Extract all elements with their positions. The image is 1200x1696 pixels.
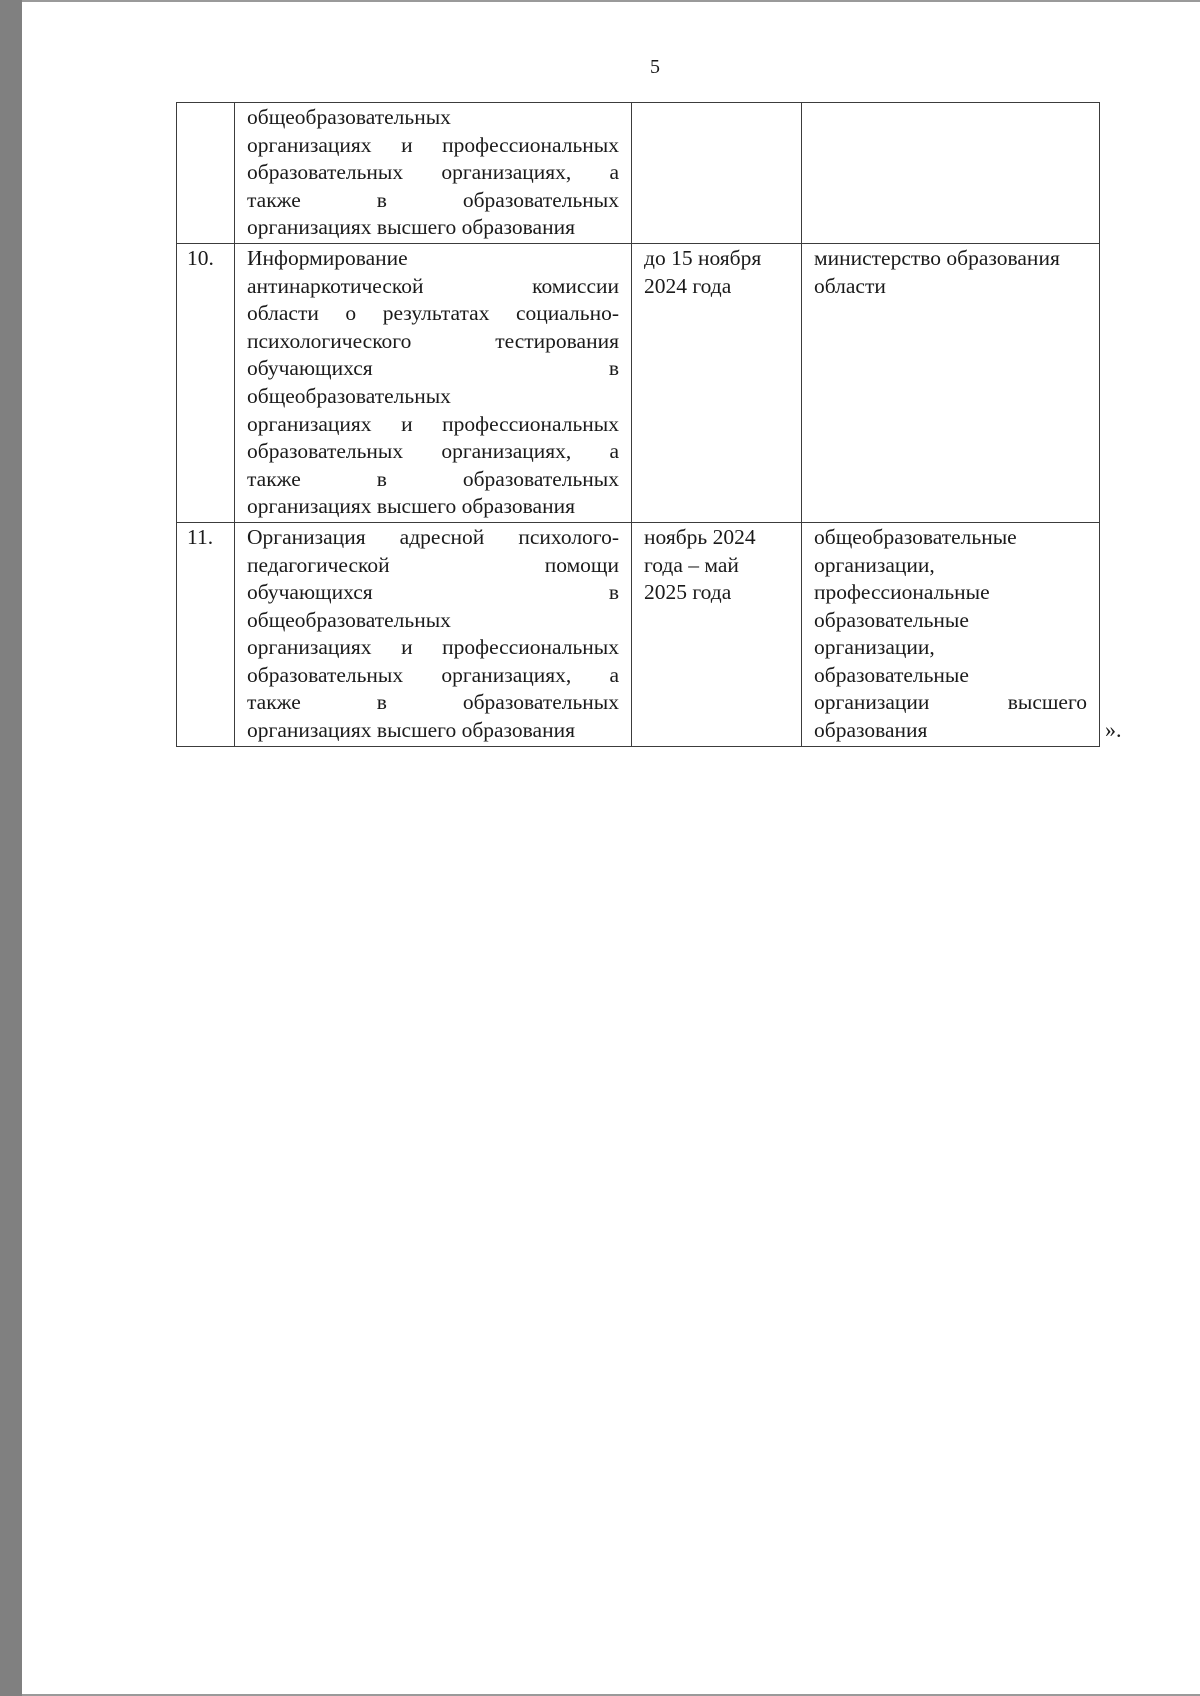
table-row bbox=[177, 522, 1100, 746]
responsible-cell bbox=[802, 522, 1100, 746]
action-plan-table bbox=[176, 102, 1100, 747]
responsible-line: министерство образования bbox=[814, 245, 1060, 270]
scan-left-border bbox=[0, 0, 22, 1696]
row-number: 11. bbox=[187, 524, 214, 549]
event-line: педагогической помощи bbox=[247, 552, 619, 577]
closing-quote: ». bbox=[1105, 717, 1122, 742]
responsible-line: профессиональные bbox=[814, 580, 990, 605]
deadline-line: ноябрь 2024 bbox=[644, 524, 756, 549]
event-line: общеобразовательных bbox=[247, 607, 451, 632]
row-number-cell bbox=[177, 103, 235, 244]
event-line: психологического тестирования bbox=[247, 328, 619, 353]
event-line: образовательных организациях, а bbox=[247, 662, 619, 687]
page-number: 5 bbox=[650, 56, 660, 78]
row-number-cell bbox=[177, 243, 235, 522]
event-line: организациях и профессиональных bbox=[247, 132, 619, 157]
table-row bbox=[177, 103, 1100, 244]
event-line: организациях высшего образования bbox=[247, 494, 575, 519]
event-line: образовательных организациях, а bbox=[247, 160, 619, 185]
deadline-cell bbox=[632, 522, 802, 746]
event-cell bbox=[235, 522, 632, 746]
event-cell bbox=[235, 243, 632, 522]
responsible-cell bbox=[802, 243, 1100, 522]
event-line: образовательных организациях, а bbox=[247, 439, 619, 464]
event-line: обучающихся в bbox=[247, 356, 619, 381]
event-line: антинаркотической комиссии bbox=[247, 273, 619, 298]
responsible-line: области bbox=[814, 273, 886, 298]
row-number-cell bbox=[177, 522, 235, 746]
deadline-line: года – май bbox=[644, 552, 739, 577]
event-line: общеобразовательных bbox=[247, 383, 451, 408]
responsible-line: общеобразовательные bbox=[814, 524, 1017, 549]
table-body bbox=[177, 103, 1100, 747]
event-line: организациях высшего образования bbox=[247, 718, 575, 743]
event-line: организациях высшего образования bbox=[247, 215, 575, 240]
event-cell bbox=[235, 103, 632, 244]
row-number: 10. bbox=[187, 245, 214, 270]
event-line: также в образовательных bbox=[247, 466, 619, 491]
event-line: организациях и профессиональных bbox=[247, 635, 619, 660]
responsible-line: образовательные bbox=[814, 607, 969, 632]
event-line: Организация адресной психолого- bbox=[247, 524, 619, 549]
deadline-line: до 15 ноября bbox=[644, 245, 762, 270]
event-line: Информирование bbox=[247, 245, 408, 270]
deadline-line: 2024 года bbox=[644, 273, 732, 298]
deadline-line: 2025 года bbox=[644, 580, 732, 605]
responsible-line: образовательные bbox=[814, 662, 969, 687]
deadline-cell bbox=[632, 103, 802, 244]
event-line: также в образовательных bbox=[247, 187, 619, 212]
deadline-cell bbox=[632, 243, 802, 522]
responsible-line: организации высшего bbox=[814, 690, 1087, 715]
event-line: области о результатах социально- bbox=[247, 301, 619, 326]
responsible-line: образования bbox=[814, 718, 928, 743]
responsible-line: организации, bbox=[814, 552, 935, 577]
event-line: обучающихся в bbox=[247, 580, 619, 605]
event-line: также в образовательных bbox=[247, 690, 619, 715]
responsible-line: организации, bbox=[814, 635, 935, 660]
event-line: общеобразовательных bbox=[247, 105, 451, 129]
table-row bbox=[177, 243, 1100, 522]
scan-top-edge bbox=[22, 0, 1200, 2]
event-line: организациях и профессиональных bbox=[247, 411, 619, 436]
responsible-cell bbox=[802, 103, 1100, 244]
